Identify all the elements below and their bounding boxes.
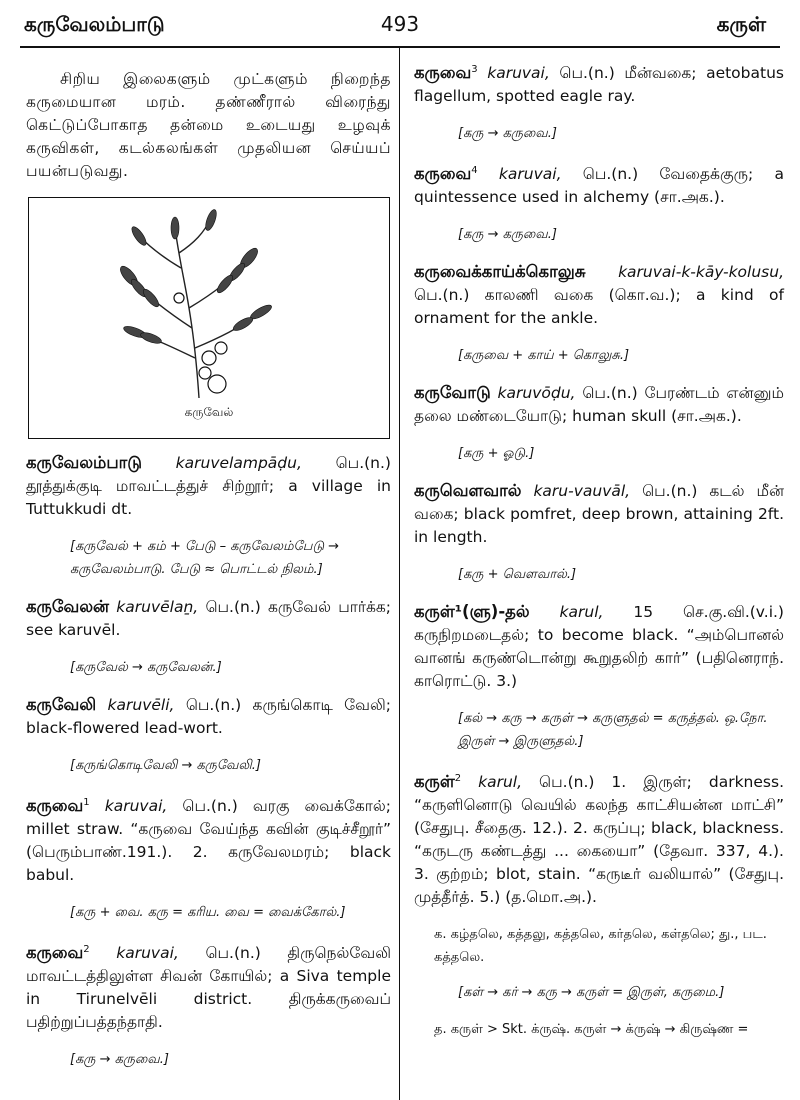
entry-karuvai-4: கருவை$^4$ karuvai, பெ.(n.) வேதைக்குரு; a quintessence used in alchemy (சா.அக.). [414,164,784,207]
etymology: [கல் → கரு → கருள் → கருளுதல் = கருத்தல். ஒ.நோ. இருள் → இருளுதல்.] [458,711,768,750]
etymology: [கருவேல் → கருவேலன்.] [70,660,222,675]
header-rule [20,46,780,48]
etymology: [கள் → கர் → கரு → கருள் = இருள், கருமை.] [458,985,725,1001]
page-header [0,0,800,44]
etymology: [கரு + ஓடு.] [458,446,535,462]
entry-karul-2: கருள்$^2$ karul, பெ.(n.) 1. இருள்; darkness. “கருளினொடு வெயில் கலந்த காட்சியன்ன மாட்சி” (சேதுபு. சீதைகு. 12.). 2. கருப்பு; black, blackness. “கருடரு கண்டத்து ... கையைா” (தேவா. 337, 4.). 3. குற்றம்; blot, stain. “கருடீர் வலியால்” (சேதுபு. முத்தீர்த். 5.) (த.மொ.அ.). [414,772,784,907]
sanskrit-note: த. கருள் > Skt. க்ருஷ். கருள் → க்ருஷ் → கிருஷ்ண = [434,1022,749,1038]
entry-karuvodu: கருவோடு karuvōḍu, பெ.(n.) பேரண்டம் என்னும் தலை மண்டையோடு; human skull (சா.அக.). [414,383,784,426]
figure-caption: கருவேல் [184,405,234,419]
running-head-right: கருள் [716,12,766,36]
right-column [414,58,784,1053]
intro-paragraph: சிறிய இலைகளும் முட்களும் நிறைந்த கருமையான மரம். தண்ணீரால் விரைந்து கெட்டுப்போகாத தன்மை உடையது உழவுக் கருவிகள், கடல்கலங்கள் முதலியன செய்யப் பயன்படுவது. [26,70,391,180]
entry-karuveli: கருவேலி karuvēli, பெ.(n.) கருங்கொடி வேலி; black-flowered lead-wort. [26,695,391,737]
entry-karuvai-2: கருவை$^2$ karuvai, பெ.(n.) திருநெல்வேலி மாவட்டத்திலுள்ள சிவன் கோயில்; a Siva temple in Tirunelvēli district. திருக்கருவைப் பதிற்றுப்பத்தந்தாதி. [26,943,391,1032]
etymology: [கரு + வை. கரு = கரிய. வை = வைக்கோல்.] [70,905,346,921]
etymology: [கருவை + காய் + கொலுசு.] [458,348,630,364]
cognates-note: க. கழ்தலெ, கத்தலு, கத்தலெ, கர்தலெ, கள்தலெ; து., பட. கத்தலெ. [434,927,767,966]
page-number: 493 [380,12,420,36]
entry-karul-1: கருள்¹(ளு)-தல் karul, 15 செ.கு.வி.(v.i.) கருநிறமடைதல்; to become black. “அம்பொனல் வானங் கருண்டொன்று கூறுதலிற் கார்” (பதினெராந். காரொட்டு. 3.) [414,602,784,691]
etymology: [கரு → கருவை.] [70,1052,169,1068]
etymology: [கருவேல் + கம் + பேடு – கருவேலம்பேடு → கருவேலம்பாடு. பேடு ≈ பொட்டல் நிலம்.] [70,539,340,577]
running-head-left: கருவேலம்பாடு [24,12,165,36]
entry-karuvaikkaykolusu: கருவைக்காய்க்கொலுசு karuvai-k-kāy-kolusu, பெ.(n.) காலணி வகை (கொ.வ.); a kind of ornament for the ankle. [414,262,784,328]
left-column [26,58,391,1085]
entry-karuvelampadu: கருவேலம்பாடு karuvelampāḍu, பெ.(n.) தூத்துக்குடி மாவட்டத்துச் சிற்றூர்; a village in Tuttukkudi dt. [26,453,391,518]
entry-karuvai-3: கருவை$^3$ karuvai, பெ.(n.) மீன்வகை; aetobatus flagellum, spotted eagle ray. [414,63,784,106]
etymology: [கரு + வெளவால்.] [458,567,577,583]
entry-karuvelan: கருவேலன் karuvēlaṉ, பெ.(n.) கருவேல் பார்க்க; see karuvēl. [26,597,391,639]
column-divider [399,48,400,1100]
etymology: [கருங்கொடிவேலி → கருவேலி.] [70,758,261,773]
etymology: [கரு → கருவை.] [458,227,557,243]
acacia-illustration [28,197,390,439]
etymology: [கரு → கருவை.] [458,126,557,142]
entry-karuvai-1: கருவை$^1$ karuvai, பெ.(n.) வரகு வைக்கோல்; millet straw. “கருவை வேய்ந்த கவின் குடிச்சீறூர்” (பெரும்பாண்.191.). 2. கருவேலமரம்; black babul. [26,796,391,885]
entry-karuvauval: கருவெளவால் karu-vauvāl, பெ.(n.) கடல் மீன் வகை; black pomfret, deep brown, attaining 2ft. in length. [414,481,784,547]
